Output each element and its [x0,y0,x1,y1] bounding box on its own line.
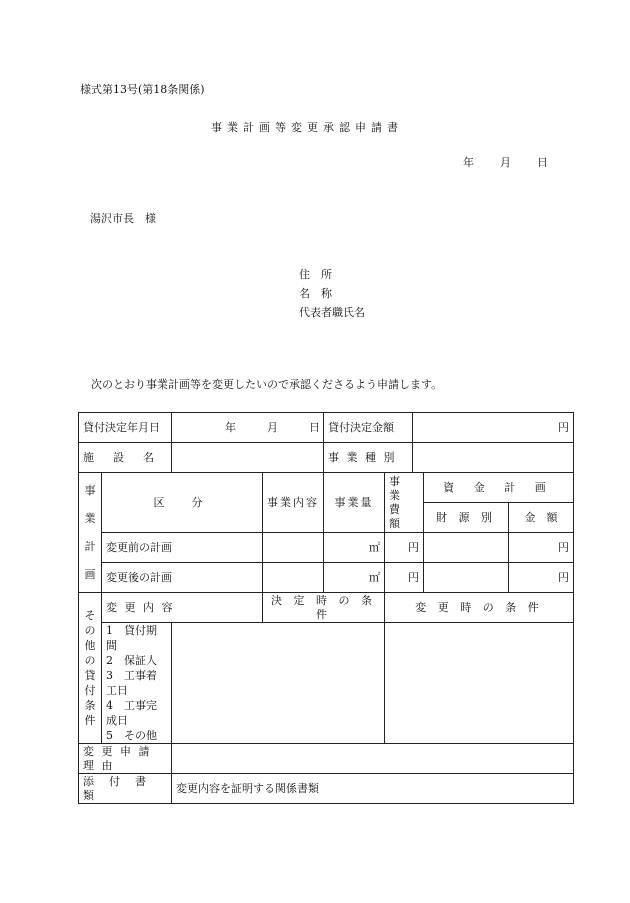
change-content-header: 変 更 内 容 [102,593,263,623]
after-content-value [263,563,324,593]
condition-item-4: 4 工事完成日 [106,699,157,727]
after-money-yen: 円 [509,563,574,593]
after-change-plan-label: 変更後の計画 [102,563,263,593]
other-loan-conditions-vertical-label: その他の貸付条件 [79,593,102,744]
applicant-name-label: 名 称 [299,287,332,300]
intro-text: 次のとおり事業計画等を変更したいので承認くださるよう申請します。 [91,378,443,391]
application-form-table [78,412,574,804]
facility-name-label: 施 設 名 [79,443,172,473]
loan-date-year: 年 [225,420,236,434]
document-title: 事業計画等変更承認申請書 [211,121,403,134]
after-cost-yen: 円 [385,563,424,593]
applicant-representative-label: 代表者職氏名 [299,306,365,319]
loan-decision-amount-label: 貸付決定金額 [324,413,413,443]
after-source-value [424,563,509,593]
before-content-value [263,533,324,563]
change-conditions-header: 変 更 時 の 条 件 [385,593,574,623]
before-change-plan-label: 変更前の計画 [102,533,263,563]
before-source-value [424,533,509,563]
loan-decision-date-value [172,413,324,443]
loan-date-day: 日 [309,420,320,434]
condition-item-1: 1 貸付期間 [106,624,157,652]
loan-date-month: 月 [267,420,278,434]
date-year-label: 年 [463,156,474,169]
before-money-yen: 円 [509,533,574,563]
after-amount-sqm: ㎡ [324,563,385,593]
condition-item-2: 2 保証人 [106,654,157,667]
applicant-address-label: 住 所 [299,268,332,281]
loan-decision-amount-yen: 円 [413,413,574,443]
business-plan-vertical-label: 事業計画 [79,473,102,593]
condition-item-3: 3 工事着工日 [106,669,157,697]
business-cost-header: 事 業 費 額 [385,473,424,533]
condition-items-list [102,623,172,744]
loan-decision-date-label: 貸付決定年月日 [79,413,172,443]
form-number: 様式第13号(第18条関係) [80,83,205,96]
condition-item-5: 5 その他 [106,729,157,742]
change-conditions-value [385,623,574,744]
attachments-value: 変更内容を証明する関係書類 [172,774,574,804]
date-month-label: 月 [500,156,511,169]
attachments-label: 添 付 書 類 [79,774,172,804]
funding-plan-header: 資 金 計 画 [424,473,574,503]
business-content-header: 事業内容 [263,473,324,533]
funding-source-header: 財 源 別 [424,503,509,533]
change-reason-value [172,744,574,774]
decision-conditions-value [172,623,385,744]
change-reason-label: 変 更 申 請 理 由 [79,744,172,774]
funding-amount-header: 金 額 [509,503,574,533]
business-type-label: 事 業 種 別 [324,443,413,473]
addressee: 湯沢市長 様 [90,212,156,225]
before-cost-yen: 円 [385,533,424,563]
business-type-value [413,443,574,473]
facility-name-value [172,443,324,473]
category-header: 区 分 [102,473,263,533]
business-amount-header: 事業量 [324,473,385,533]
date-day-label: 日 [537,156,548,169]
before-amount-sqm: ㎡ [324,533,385,563]
decision-conditions-header: 決 定 時 の 条 件 [263,593,385,623]
